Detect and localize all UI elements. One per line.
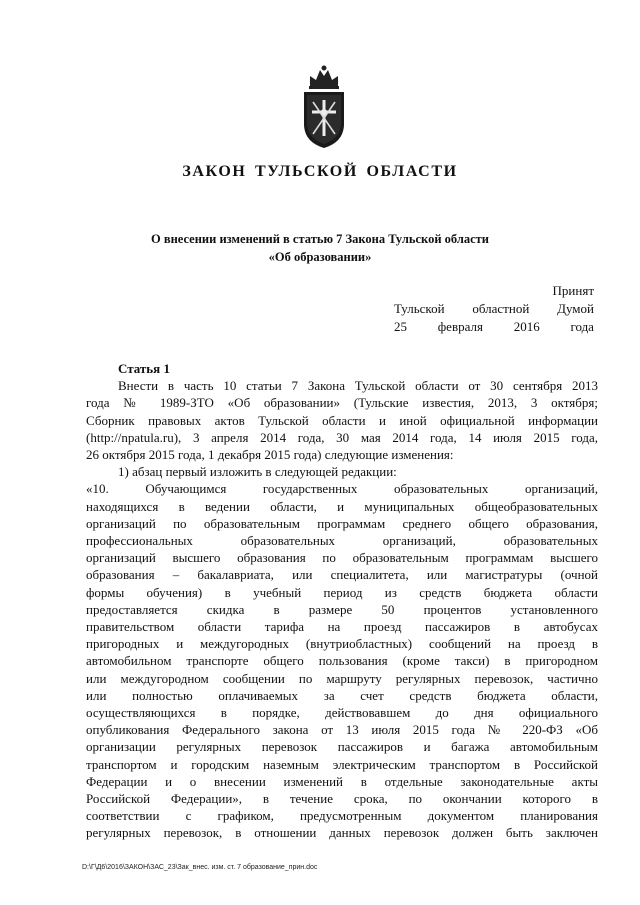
article-line: находящихся в ведении области, и муниципальных общеобразовательных [86,498,598,514]
article-line: опубликования Федерального закона от 13 июля 2015 года № 220-ФЗ «Об [86,722,598,738]
article-line: регулярных перевозок, в отношении данных перевозок должен быть заключен [86,825,598,841]
article-line: (http://npatula.ru), 3 апреля 2014 года, 30 мая 2014 года, 14 июля 2015 года, [86,429,598,445]
article-heading: Статья 1 [118,361,170,376]
adoption-day: 25 [394,319,407,334]
subtitle-line-1: О внесении изменений в статью 7 Закона Тульской области [150,232,489,246]
article-line: профессиональных образовательных организаций, образовательных [86,533,598,549]
article-line: «10. Обучающимся государственных образовательных организаций, [86,481,598,497]
article-line: предоставляется скидка в размере 50 процентов установленного [86,601,598,617]
article-line: Сборник правовых актов Тульской области и иной официальной информации [86,412,598,428]
article-line: транспортом и городским наземным электрическим транспортом в Российской [86,756,598,772]
adoption-year: 2016 [513,319,540,334]
article-line: 1) абзац первый изложить в следующей редакции: [118,464,397,480]
article-line: года № 1989-ЗТО «Об образовании» (Тульские известия, 2013, 3 октября; [86,395,598,411]
article-line: правительством области тарифа на проезд пассажиров в автобусах [86,619,598,635]
article-line: Российской Федерации», в течение срока, по окончании которого в [86,791,598,807]
article-lines [86,377,598,841]
adopted-by [394,300,594,318]
adoption-block [394,282,594,336]
article-line: организаций высшего образования по образовательным программам высшего [86,550,598,566]
article-line: организации регулярных перевозок пассажиров и багажа автомобильным [86,739,598,755]
article-line: или междугородном сообщении по маршруту регулярных перевозок, частично [86,670,598,686]
adopted-by-part-3: Думой [557,301,594,316]
article-line: соответствии с графиком, предусмотренным документом планирования [86,808,598,824]
tula-coat-of-arms-icon [296,64,352,150]
article-line: пригородных и междугородных (внутриобластных) сообщений на проезд в [86,636,598,652]
article-line: образования – бакалавриата, или специалитета, или магистратуры (очной [86,567,598,583]
adoption-date [394,318,594,336]
adoption-year-word: года [570,319,594,334]
article-line: или полностью оплачиваемых за счет средств бюджета области, [86,687,598,703]
law-title: ЗАКОН ТУЛЬСКОЙ ОБЛАСТИ [182,163,458,180]
subtitle-line-2: «Об образовании» [268,250,372,264]
adoption-month: февраля [437,319,483,334]
article-body [86,360,598,842]
article-line: осуществляющихся в порядке, действовавшем до дня официального [86,705,598,721]
law-subtitle [0,230,640,266]
article-line: формы обучения) в учебный период из средств бюджета области [86,584,598,600]
article-line: организаций по образовательным программам среднего общего образования, [86,515,598,531]
adopted-word: Принят [552,283,594,298]
article-line: автомобильном транспорте общего пользования (кроме такси) в пригородном [86,653,598,669]
article-line: Федерации и о внесении изменений в отдельные законодательные акты [86,773,598,789]
adopted-by-part-1: Тульской [394,301,445,316]
file-path-footer: D:\Г\Д6\2016\ЗАКОН\ЗАС_23\Зак_внес. изм. ст. 7 образование_прин.doc [82,864,318,871]
article-line: 26 октября 2015 года, 1 декабря 2015 года) следующие изменения: [86,447,454,463]
article-line: Внести в часть 10 статьи 7 Закона Тульской области от 30 сентября 2013 [118,378,598,394]
adopted-by-part-2: областной [472,301,530,316]
